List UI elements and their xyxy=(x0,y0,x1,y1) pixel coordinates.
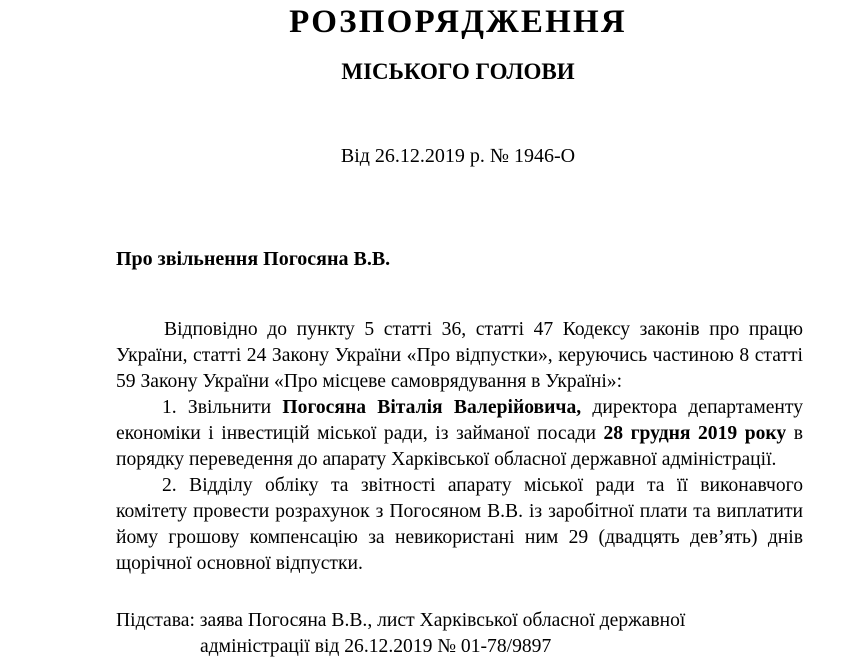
basis-line-1: Підстава: заява Погосяна В.В., лист Харківської обласної державної xyxy=(116,610,686,631)
basis-line-2: адміністрації від 26.12.2019 № 01-78/9897 xyxy=(200,636,552,657)
document-subtitle: МІСЬКОГО ГОЛОВИ xyxy=(341,59,575,84)
item-1-paragraph xyxy=(116,395,803,473)
item-1-dismissal-date: 28 грудня 2019 року xyxy=(603,423,787,444)
document-subject: Про звільнення Погосяна В.В. xyxy=(116,248,391,270)
intro-paragraph: Відповідно до пункту 5 статті 36, статті 47 Кодексу законів про працю України, статті 24 Закону України «Про відпустки», керуючись частиною 8 статті 59 Закону України «Про місцеве самоврядування в Україні»: xyxy=(116,319,803,392)
item-1-person-name: Погосяна Віталія Валерійовича, xyxy=(282,397,582,418)
document-title: РОЗПОРЯДЖЕННЯ xyxy=(289,4,627,40)
document-date-number: Від 26.12.2019 р. № 1946-О xyxy=(340,145,576,167)
item-1-suffix: в порядку переведення до апарату Харківської обласної державної адміністрації. xyxy=(116,423,803,470)
item-1-prefix: 1. Звільнити xyxy=(162,397,283,418)
document-body xyxy=(116,317,803,577)
basis-block xyxy=(116,608,685,660)
item-1-middle: директора департаменту економіки і інвестицій міської ради, із займаної посади xyxy=(116,397,804,444)
item-2-paragraph: 2. Відділу обліку та звітності апарату міської ради та її виконавчого комітету провести розрахунок з Погосяном В.В. із заробітної плати та виплатити йому грошову компенсацію за невикористані ним 29 (двадцять дев’ять) днів щорічної основної відпустки. xyxy=(116,475,803,574)
